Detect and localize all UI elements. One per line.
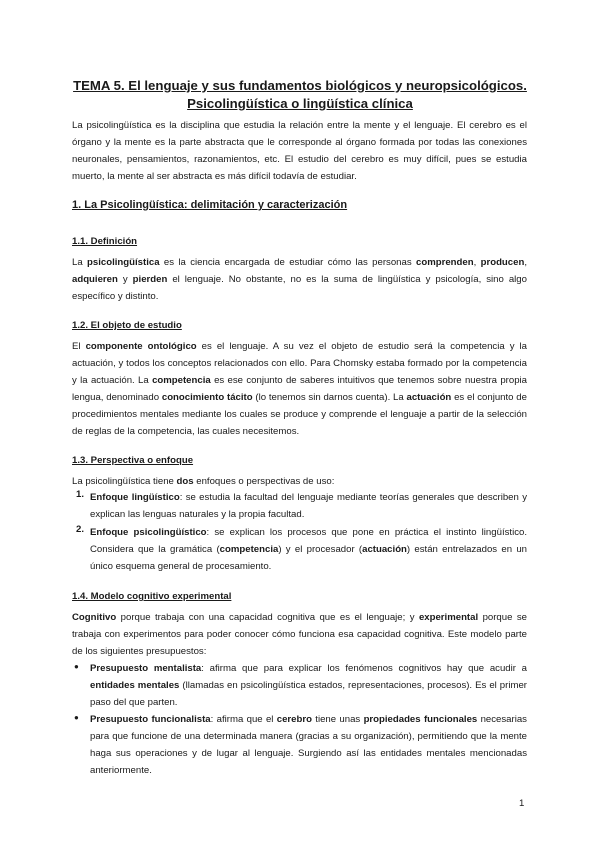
definition-paragraph: La psicolingüística es la ciencia encargada de estudiar cómo las personas comprenden, producen, adquieren y pierden el lenguaje. No obstante, no es la suma de lingüística y psicología, sino algo específico y distinto.: [72, 257, 527, 302]
section-1-1-heading: 1.1. Definición: [72, 236, 138, 247]
section-1-heading: 1. La Psicolingüística: delimitación y caracterización: [72, 199, 348, 211]
document-title-line-1: TEMA 5. El lenguaje y sus fundamentos biológicos y neuropsicológicos.: [73, 78, 527, 93]
object-of-study-paragraph: El componente ontológico es el lenguaje. A su vez el objeto de estudio será la competencia y la actuación, y todos los conceptos relacionados con ello. Para Chomsky estaba formado por la competencia y la actuación. La competencia es ese conjunto de saberes intuitivos que tenemos sobre nuestra propia lengua, denominado conocimiento tácito (lo tenemos sin darnos cuenta). La actuación es el conjunto de procedimientos mentales mediante los cuales se produce y comprende el lenguaje a partir de la selección de reglas de la competencia, las cuales necesitemos.: [72, 341, 527, 437]
list-item-psycholinguistic: Enfoque psicolingüístico: se explican los procesos que pone en práctica el instinto lingüístico. Considera que la gramática (competencia) y el procesador (actuación) están entrelazados en un único esquema general de procesamiento.: [90, 527, 528, 572]
list-number-1: 1.: [76, 489, 85, 500]
list-number-2: 2.: [76, 524, 85, 535]
page-number: 1: [519, 798, 525, 809]
bullet-mentalist: Presupuesto mentalista: afirma que para explicar los fenómenos cognitivos hay que acudir a entidades mentales (llamadas en psicolingüística estados, representaciones, procesos). Es el primer paso del que parten.: [90, 663, 527, 708]
bullet-icon: ●: [74, 713, 79, 722]
list-item-linguistic: Enfoque lingüístico: se estudia la facultad del lenguaje mediante teorías generales que describen y explican las lenguas naturales y la propia facultad.: [90, 492, 527, 520]
section-1-2-heading: 1.2. El objeto de estudio: [72, 320, 182, 331]
section-1-4-heading: 1.4. Modelo cognitivo experimental: [72, 591, 232, 602]
perspective-intro: La psicolingüística tiene dos enfoques o perspectivas de uso:: [72, 476, 335, 487]
intro-paragraph: La psicolingüística es la disciplina que estudia la relación entre la mente y el lenguaje. El cerebro es el órgano y la mente es la parte abstracta que le corresponde al órgano formada por todas las conexiones neuronales, pensamientos, razonamientos, etc. El estudio del cerebro es muy difícil, pues se estudia muerto, la mente al ser abstracta es más difícil todavía de estudiar.: [72, 120, 527, 182]
cognitive-model-paragraph: Cognitivo porque trabaja con una capacidad cognitiva que es el lenguaje; y experimental porque se trabaja con experimentos para poder conocer cómo funciona esa capacidad cognitiva. Este modelo parte de los siguientes presupuestos:: [72, 612, 527, 657]
bullet-icon: ●: [74, 662, 79, 671]
document-title-line-2: Psicolingüística o lingüística clínica: [187, 96, 413, 111]
bullet-functionalist: Presupuesto funcionalista: afirma que el cerebro tiene unas propiedades funcionales necesarias para que funcione de una determinada manera (gracias a su organización), permitiendo que la mente haga sus operaciones y de lugar al lenguaje. Surgiendo así las entidades mentales mencionadas anteriormente.: [90, 714, 527, 776]
section-1-3-heading: 1.3. Perspectiva o enfoque: [72, 455, 194, 466]
